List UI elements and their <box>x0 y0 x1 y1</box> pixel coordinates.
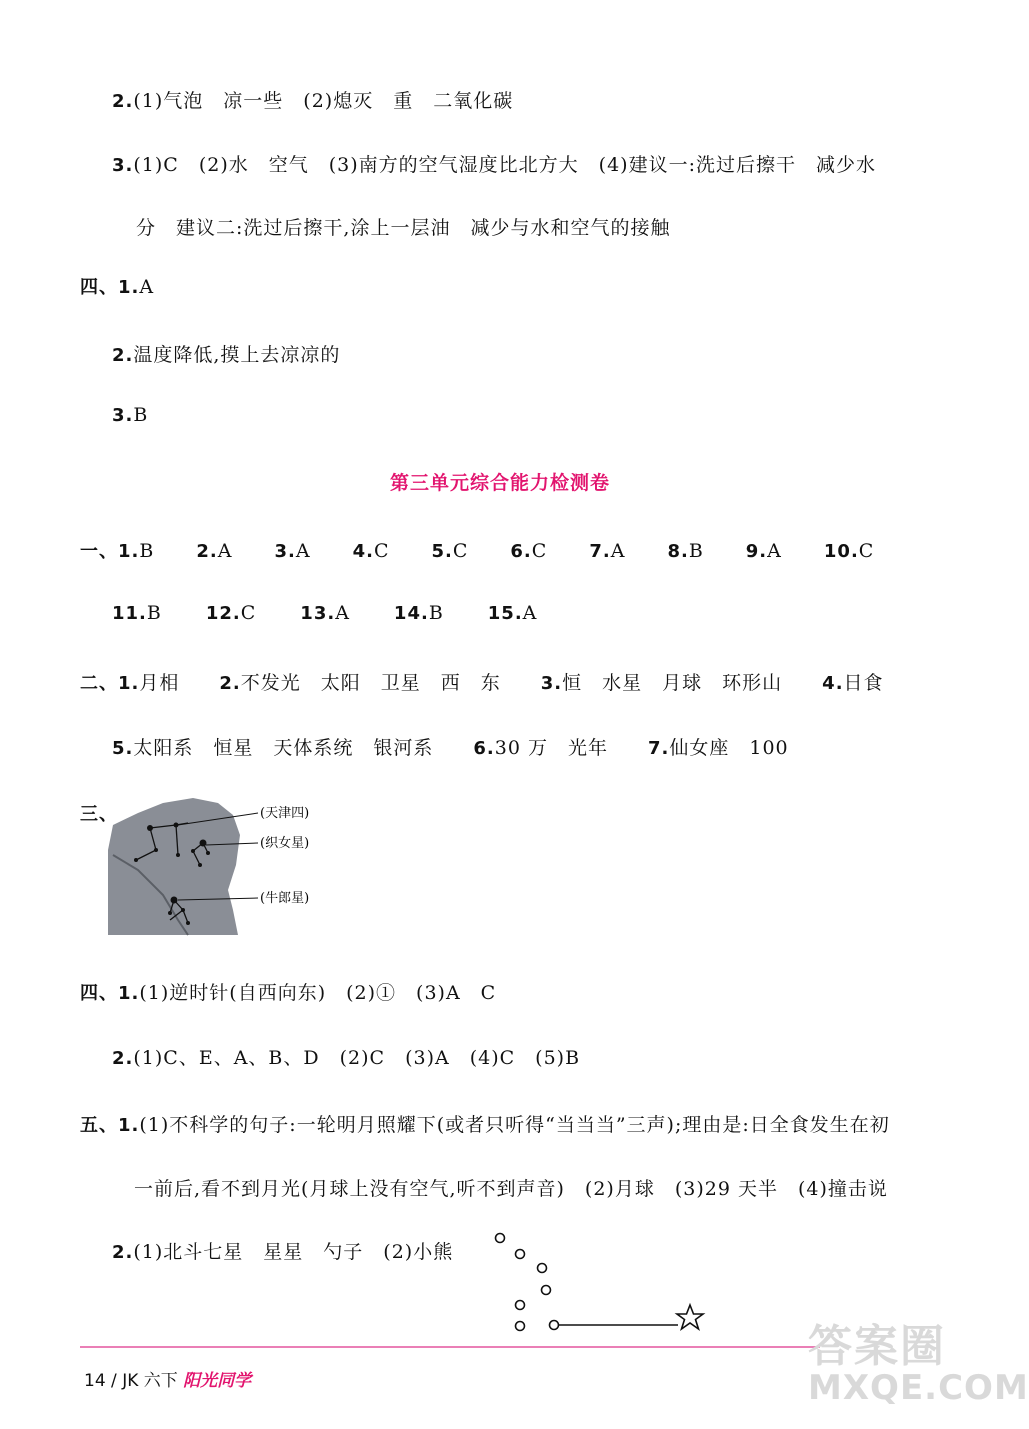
label-altair: (牛郎星) <box>260 891 310 906</box>
watermark-url: MXQE.COM <box>808 1368 1029 1408</box>
answer-text: C <box>240 602 257 624</box>
answer-text: B <box>139 540 155 562</box>
answer-text: B <box>133 404 149 426</box>
question-number: 3. <box>112 155 134 176</box>
answer-line-3 <box>136 213 670 240</box>
question-number: 2. <box>112 345 134 366</box>
dipper-star <box>550 1321 559 1330</box>
part5-line-3 <box>112 1237 453 1264</box>
answer-text: (1)北斗七星 星星 勺子 (2)小熊 <box>133 1241 454 1263</box>
section-title: 第三单元综合能力检测卷 <box>389 472 610 494</box>
answer-text: 温度降低,摸上去凉凉的 <box>133 344 341 366</box>
question-number: 2. <box>219 673 241 694</box>
answer-text: B <box>146 602 162 624</box>
footer-rule <box>80 1346 820 1348</box>
answer-text: B <box>428 602 444 624</box>
answer-text: A <box>335 602 350 624</box>
dipper-star <box>516 1250 525 1259</box>
answer-text: (1)C、E、A、B、D (2)C (3)A (4)C (5)B <box>133 1047 581 1069</box>
little-dipper-figure <box>490 1232 710 1332</box>
answer-text: C <box>373 540 390 562</box>
answer-text: C <box>858 540 875 562</box>
question-number: 1. <box>118 541 140 562</box>
answer-text: A <box>522 602 538 624</box>
question-number: 6. <box>473 738 495 759</box>
answer-text: (1)不科学的句子:一轮明月照耀下(或者只听得“当当当”三声);理由是:日全食发生在初 <box>139 1114 890 1136</box>
question-number: 4. <box>822 673 844 694</box>
question-number: 4. <box>352 541 374 562</box>
question-number: 7. <box>589 541 611 562</box>
question-number: 9. <box>745 541 768 562</box>
page-number: 14 <box>84 1371 106 1391</box>
question-number: 14. <box>393 603 429 624</box>
answer-text: A <box>767 540 782 562</box>
dipper-star <box>538 1264 547 1273</box>
question-number: 13. <box>300 603 336 624</box>
page-footer <box>84 1366 251 1391</box>
dipper-star <box>516 1322 525 1331</box>
summer-triangle-figure <box>108 795 328 940</box>
answer-line-6 <box>112 404 148 426</box>
dipper-star <box>516 1301 525 1310</box>
part5-line-1 <box>80 1110 890 1137</box>
question-number: 6. <box>510 541 532 562</box>
label-vega: (织女星) <box>260 836 310 851</box>
footer-code: JK <box>122 1371 139 1391</box>
answer-text: C <box>452 540 469 562</box>
question-number: 3. <box>112 405 134 426</box>
answer-text: 仙女座 100 <box>669 737 789 759</box>
section-prefix: 一、 <box>80 541 118 562</box>
question-number: 2. <box>196 541 218 562</box>
answer-line-1 <box>112 86 513 113</box>
watermark-text: 答案圈 <box>808 1321 946 1372</box>
question-number: 2. <box>112 91 134 112</box>
question-number: 10. <box>823 541 859 562</box>
part4-line-1 <box>80 978 496 1005</box>
part1-row2 <box>112 602 537 624</box>
footer-grade: 六下 <box>143 1371 178 1391</box>
question-number: 7. <box>647 738 670 759</box>
answer-text: A <box>610 540 626 562</box>
dipper-star <box>542 1286 551 1295</box>
answer-text: 恒 水星 月球 环形山 <box>562 672 783 694</box>
answer-text: 30 万 光年 <box>494 737 608 759</box>
question-number: 3. <box>274 541 296 562</box>
question-number: 5. <box>112 738 134 759</box>
answer-text: 日食 <box>843 672 884 694</box>
answer-text: A <box>139 276 155 298</box>
question-number: 四、1. <box>80 983 140 1004</box>
question-number: 2. <box>112 1048 134 1069</box>
footer-separator: / <box>111 1371 117 1391</box>
answer-line-5 <box>112 340 340 367</box>
answer-text: C <box>531 540 548 562</box>
part2-row2 <box>112 733 789 760</box>
question-number: 2. <box>112 1242 134 1263</box>
question-number: 3. <box>540 673 563 694</box>
answer-line-4 <box>80 273 154 299</box>
answer-text: (1)C (2)水 空气 (3)南方的空气湿度比北方大 (4)建议一:洗过后擦干 减少水 <box>133 154 876 176</box>
answer-text: (1)逆时针(自西向东) (2)① (3)A C <box>139 982 497 1004</box>
answer-text: 分 建议二:洗过后擦干,涂上一层油 减少与水和空气的接触 <box>136 217 671 239</box>
dipper-star <box>496 1234 505 1243</box>
answer-text: B <box>688 540 704 562</box>
pole-star-icon <box>677 1305 703 1329</box>
question-number: 12. <box>205 603 241 624</box>
question-number: 二、1. <box>80 673 140 694</box>
question-number: 5. <box>431 541 453 562</box>
answer-text: 不发光 太阳 卫星 西 东 <box>240 672 501 694</box>
answer-text: 太阳系 恒星 天体系统 银河系 <box>133 737 434 759</box>
label-deneb: (天津四) <box>260 806 310 821</box>
answer-line-2 <box>112 150 876 177</box>
brand-logo: 阳光同学 <box>183 1371 252 1391</box>
answer-text: A <box>295 540 311 562</box>
question-number: 15. <box>487 603 523 624</box>
section-prefix: 三、 <box>80 804 118 825</box>
question-number: 11. <box>112 603 147 624</box>
question-number: 四、1. <box>80 277 140 298</box>
answer-text: A <box>217 540 233 562</box>
watermark <box>808 1310 1029 1408</box>
part4-line-2 <box>112 1043 580 1070</box>
answer-text: (1)气泡 凉一些 (2)熄灭 重 二氧化碳 <box>133 90 514 112</box>
part5-line-2 <box>134 1174 888 1201</box>
question-number: 五、1. <box>80 1115 140 1136</box>
answer-text: 一前后,看不到月光(月球上没有空气,听不到声音) (2)月球 (3)29 天半 (4)撞击说 <box>134 1178 888 1200</box>
answer-text: 月相 <box>139 672 180 694</box>
part2-row1 <box>80 668 884 695</box>
question-number: 8. <box>667 541 689 562</box>
part1-row1 <box>80 537 874 563</box>
